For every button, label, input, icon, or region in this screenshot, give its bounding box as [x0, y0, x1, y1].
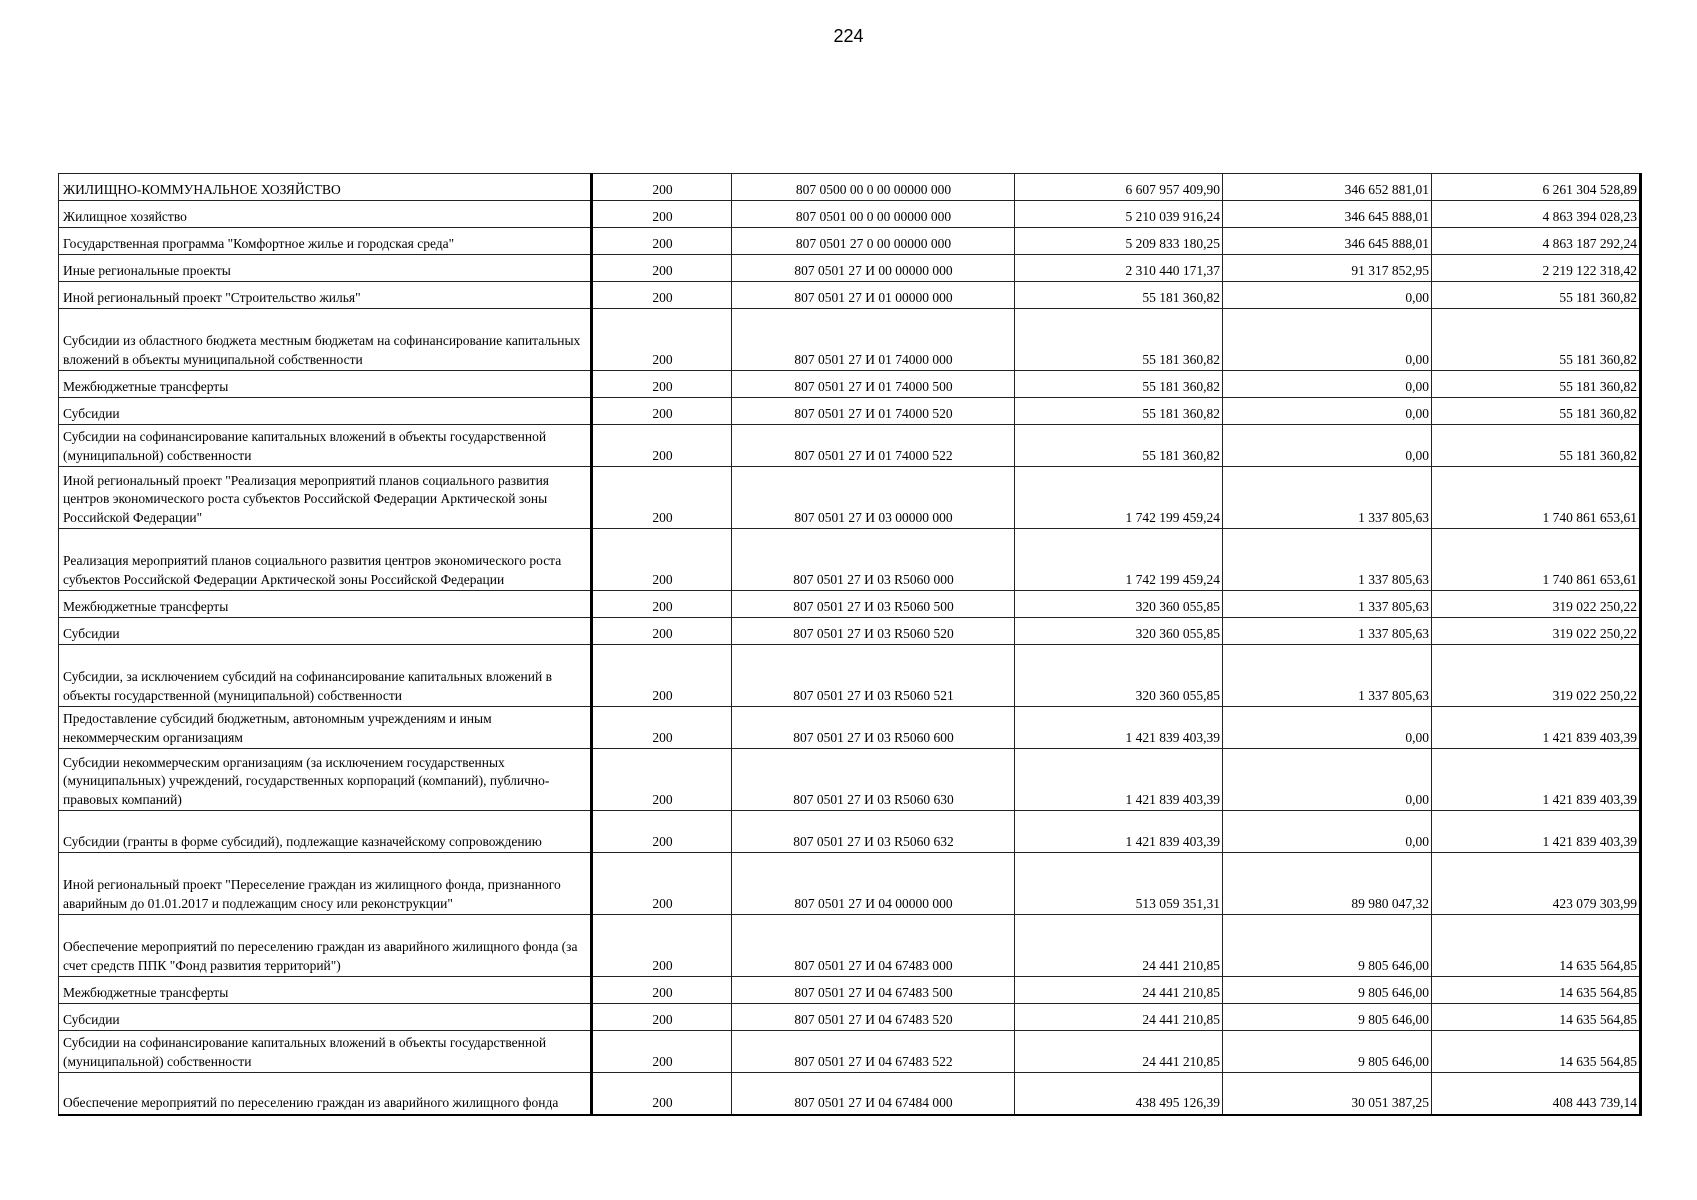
row-value-3: 14 635 564,85 — [1432, 1031, 1641, 1073]
row-value-3: 1 421 839 403,39 — [1432, 811, 1641, 853]
row-value-2: 0,00 — [1223, 398, 1432, 425]
row-budget-class-code: 807 0501 27 И 03 R5060 520 — [732, 618, 1015, 645]
row-value-2: 89 980 047,32 — [1223, 853, 1432, 915]
table-row — [59, 425, 1641, 467]
row-value-3: 319 022 250,22 — [1432, 618, 1641, 645]
table-row — [59, 707, 1641, 749]
budget-table-body — [59, 174, 1641, 1115]
row-value-1: 1 421 839 403,39 — [1015, 811, 1223, 853]
row-value-1: 24 441 210,85 — [1015, 1004, 1223, 1031]
row-name: Предоставление субсидий бюджетным, автономным учреждениям и иным некоммерческим организациям — [59, 707, 592, 749]
table-row — [59, 749, 1641, 811]
row-budget-class-code: 807 0501 27 И 04 00000 000 — [732, 853, 1015, 915]
row-value-3: 1 740 861 653,61 — [1432, 529, 1641, 591]
row-admin-code: 200 — [592, 811, 732, 853]
row-value-3: 55 181 360,82 — [1432, 282, 1641, 309]
table-row — [59, 529, 1641, 591]
row-value-2: 0,00 — [1223, 425, 1432, 467]
row-name: Реализация мероприятий планов социального развития центров экономического роста субъектов Российской Федерации Арктической зоны Российской Федерации — [59, 529, 592, 591]
row-name: Субсидии (гранты в форме субсидий), подлежащие казначейскому сопровождению — [59, 811, 592, 853]
table-row — [59, 1073, 1641, 1115]
row-admin-code: 200 — [592, 1031, 732, 1073]
row-value-2: 0,00 — [1223, 707, 1432, 749]
row-admin-code: 200 — [592, 1004, 732, 1031]
row-value-1: 6 607 957 409,90 — [1015, 174, 1223, 201]
row-name: Государственная программа "Комфортное жилье и городская среда" — [59, 228, 592, 255]
row-budget-class-code: 807 0501 27 И 01 74000 000 — [732, 309, 1015, 371]
row-budget-class-code: 807 0501 27 И 01 74000 522 — [732, 425, 1015, 467]
row-budget-class-code: 807 0501 27 И 03 00000 000 — [732, 467, 1015, 529]
table-row — [59, 371, 1641, 398]
row-budget-class-code: 807 0501 27 0 00 00000 000 — [732, 228, 1015, 255]
row-value-3: 1 740 861 653,61 — [1432, 467, 1641, 529]
row-admin-code: 200 — [592, 309, 732, 371]
row-value-1: 55 181 360,82 — [1015, 425, 1223, 467]
row-name: Жилищное хозяйство — [59, 201, 592, 228]
row-admin-code: 200 — [592, 915, 732, 977]
row-admin-code: 200 — [592, 398, 732, 425]
row-name: Межбюджетные трансферты — [59, 591, 592, 618]
row-value-2: 9 805 646,00 — [1223, 1004, 1432, 1031]
row-value-1: 438 495 126,39 — [1015, 1073, 1223, 1115]
row-value-3: 408 443 739,14 — [1432, 1073, 1641, 1115]
table-row — [59, 282, 1641, 309]
row-value-3: 423 079 303,99 — [1432, 853, 1641, 915]
row-value-3: 319 022 250,22 — [1432, 591, 1641, 618]
row-value-2: 346 645 888,01 — [1223, 228, 1432, 255]
row-value-1: 5 210 039 916,24 — [1015, 201, 1223, 228]
row-value-1: 320 360 055,85 — [1015, 645, 1223, 707]
row-value-2: 1 337 805,63 — [1223, 618, 1432, 645]
table-row — [59, 645, 1641, 707]
row-budget-class-code: 807 0501 27 И 01 74000 500 — [732, 371, 1015, 398]
row-budget-class-code: 807 0501 27 И 04 67484 000 — [732, 1073, 1015, 1115]
row-budget-class-code: 807 0501 27 И 00 00000 000 — [732, 255, 1015, 282]
row-budget-class-code: 807 0501 27 И 03 R5060 600 — [732, 707, 1015, 749]
table-row — [59, 174, 1641, 201]
row-value-3: 4 863 394 028,23 — [1432, 201, 1641, 228]
row-admin-code: 200 — [592, 228, 732, 255]
row-admin-code: 200 — [592, 174, 732, 201]
row-value-1: 320 360 055,85 — [1015, 618, 1223, 645]
row-value-2: 1 337 805,63 — [1223, 529, 1432, 591]
table-row — [59, 853, 1641, 915]
row-budget-class-code: 807 0501 27 И 01 74000 520 — [732, 398, 1015, 425]
row-value-1: 55 181 360,82 — [1015, 371, 1223, 398]
row-name: ЖИЛИЩНО-КОММУНАЛЬНОЕ ХОЗЯЙСТВО — [59, 174, 592, 201]
row-admin-code: 200 — [592, 749, 732, 811]
row-budget-class-code: 807 0501 27 И 04 67483 522 — [732, 1031, 1015, 1073]
row-name: Субсидии — [59, 1004, 592, 1031]
row-budget-class-code: 807 0501 27 И 03 R5060 521 — [732, 645, 1015, 707]
table-row — [59, 255, 1641, 282]
row-name: Обеспечение мероприятий по переселению граждан из аварийного жилищного фонда (за счет средств ППК "Фонд развития территорий") — [59, 915, 592, 977]
row-value-3: 55 181 360,82 — [1432, 425, 1641, 467]
row-value-1: 2 310 440 171,37 — [1015, 255, 1223, 282]
table-row — [59, 977, 1641, 1004]
row-budget-class-code: 807 0501 27 И 03 R5060 500 — [732, 591, 1015, 618]
row-value-3: 4 863 187 292,24 — [1432, 228, 1641, 255]
row-name: Субсидии, за исключением субсидий на софинансирование капитальных вложений в объекты государственной (муниципальной) собственности — [59, 645, 592, 707]
row-admin-code: 200 — [592, 425, 732, 467]
row-value-2: 346 645 888,01 — [1223, 201, 1432, 228]
row-budget-class-code: 807 0500 00 0 00 00000 000 — [732, 174, 1015, 201]
row-value-2: 30 051 387,25 — [1223, 1073, 1432, 1115]
row-value-1: 320 360 055,85 — [1015, 591, 1223, 618]
row-value-3: 55 181 360,82 — [1432, 371, 1641, 398]
row-value-1: 1 421 839 403,39 — [1015, 707, 1223, 749]
row-name: Субсидии некоммерческим организациям (за исключением государственных (муниципальных) учреждений, государственных корпораций (компаний), публично-правовых компаний) — [59, 749, 592, 811]
table-row — [59, 811, 1641, 853]
table-row — [59, 1031, 1641, 1073]
row-name: Субсидии — [59, 618, 592, 645]
table-row — [59, 467, 1641, 529]
table-row — [59, 228, 1641, 255]
row-value-3: 1 421 839 403,39 — [1432, 707, 1641, 749]
row-budget-class-code: 807 0501 27 И 04 67483 500 — [732, 977, 1015, 1004]
row-name: Межбюджетные трансферты — [59, 371, 592, 398]
row-value-2: 0,00 — [1223, 282, 1432, 309]
row-value-3: 14 635 564,85 — [1432, 977, 1641, 1004]
table-row — [59, 915, 1641, 977]
row-value-2: 9 805 646,00 — [1223, 1031, 1432, 1073]
row-value-2: 346 652 881,01 — [1223, 174, 1432, 201]
row-value-1: 55 181 360,82 — [1015, 282, 1223, 309]
table-row — [59, 201, 1641, 228]
row-value-3: 2 219 122 318,42 — [1432, 255, 1641, 282]
row-admin-code: 200 — [592, 255, 732, 282]
row-name: Субсидии на софинансирование капитальных вложений в объекты государственной (муниципальной) собственности — [59, 425, 592, 467]
row-admin-code: 200 — [592, 645, 732, 707]
row-name: Субсидии — [59, 398, 592, 425]
row-admin-code: 200 — [592, 201, 732, 228]
row-value-2: 0,00 — [1223, 811, 1432, 853]
row-value-1: 24 441 210,85 — [1015, 977, 1223, 1004]
row-value-2: 0,00 — [1223, 371, 1432, 398]
row-value-3: 14 635 564,85 — [1432, 915, 1641, 977]
row-name: Иной региональный проект "Реализация мероприятий планов социального развития центров экономического роста субъектов Российской Федерации Арктической зоны Российской Федерации" — [59, 467, 592, 529]
row-value-2: 1 337 805,63 — [1223, 645, 1432, 707]
row-value-1: 1 421 839 403,39 — [1015, 749, 1223, 811]
row-admin-code: 200 — [592, 529, 732, 591]
row-name: Субсидии на софинансирование капитальных вложений в объекты государственной (муниципальной) собственности — [59, 1031, 592, 1073]
row-name: Межбюджетные трансферты — [59, 977, 592, 1004]
table-row — [59, 398, 1641, 425]
row-admin-code: 200 — [592, 977, 732, 1004]
row-value-2: 1 337 805,63 — [1223, 591, 1432, 618]
row-budget-class-code: 807 0501 27 И 03 R5060 630 — [732, 749, 1015, 811]
row-name: Обеспечение мероприятий по переселению граждан из аварийного жилищного фонда — [59, 1073, 592, 1115]
table-row — [59, 618, 1641, 645]
row-value-3: 6 261 304 528,89 — [1432, 174, 1641, 201]
row-admin-code: 200 — [592, 1073, 732, 1115]
row-value-1: 24 441 210,85 — [1015, 1031, 1223, 1073]
row-budget-class-code: 807 0501 27 И 04 67483 000 — [732, 915, 1015, 977]
row-admin-code: 200 — [592, 371, 732, 398]
row-budget-class-code: 807 0501 00 0 00 00000 000 — [732, 201, 1015, 228]
row-admin-code: 200 — [592, 707, 732, 749]
row-budget-class-code: 807 0501 27 И 01 00000 000 — [732, 282, 1015, 309]
row-admin-code: 200 — [592, 282, 732, 309]
row-admin-code: 200 — [592, 591, 732, 618]
row-value-2: 91 317 852,95 — [1223, 255, 1432, 282]
row-name: Иной региональный проект "Переселение граждан из жилищного фонда, признанного аварийным до 01.01.2017 и подлежащим сносу или реконструкции" — [59, 853, 592, 915]
row-value-2: 0,00 — [1223, 309, 1432, 371]
row-value-3: 14 635 564,85 — [1432, 1004, 1641, 1031]
row-value-1: 1 742 199 459,24 — [1015, 529, 1223, 591]
row-value-1: 24 441 210,85 — [1015, 915, 1223, 977]
row-value-3: 55 181 360,82 — [1432, 398, 1641, 425]
row-admin-code: 200 — [592, 467, 732, 529]
row-name: Иной региональный проект "Строительство жилья" — [59, 282, 592, 309]
budget-table — [58, 173, 1642, 1116]
row-value-1: 513 059 351,31 — [1015, 853, 1223, 915]
table-row — [59, 591, 1641, 618]
row-value-2: 9 805 646,00 — [1223, 977, 1432, 1004]
row-value-1: 55 181 360,82 — [1015, 309, 1223, 371]
row-value-1: 55 181 360,82 — [1015, 398, 1223, 425]
row-name: Иные региональные проекты — [59, 255, 592, 282]
page-number: 224 — [833, 26, 864, 46]
row-value-3: 1 421 839 403,39 — [1432, 749, 1641, 811]
row-name: Субсидии из областного бюджета местным бюджетам на софинансирование капитальных вложений в объекты муниципальной собственности — [59, 309, 592, 371]
row-value-3: 55 181 360,82 — [1432, 309, 1641, 371]
row-budget-class-code: 807 0501 27 И 03 R5060 632 — [732, 811, 1015, 853]
table-row — [59, 1004, 1641, 1031]
row-admin-code: 200 — [592, 618, 732, 645]
row-value-1: 5 209 833 180,25 — [1015, 228, 1223, 255]
row-value-2: 9 805 646,00 — [1223, 915, 1432, 977]
row-value-3: 319 022 250,22 — [1432, 645, 1641, 707]
row-value-2: 0,00 — [1223, 749, 1432, 811]
row-budget-class-code: 807 0501 27 И 03 R5060 000 — [732, 529, 1015, 591]
row-budget-class-code: 807 0501 27 И 04 67483 520 — [732, 1004, 1015, 1031]
row-admin-code: 200 — [592, 853, 732, 915]
row-value-1: 1 742 199 459,24 — [1015, 467, 1223, 529]
row-value-2: 1 337 805,63 — [1223, 467, 1432, 529]
table-row — [59, 309, 1641, 371]
